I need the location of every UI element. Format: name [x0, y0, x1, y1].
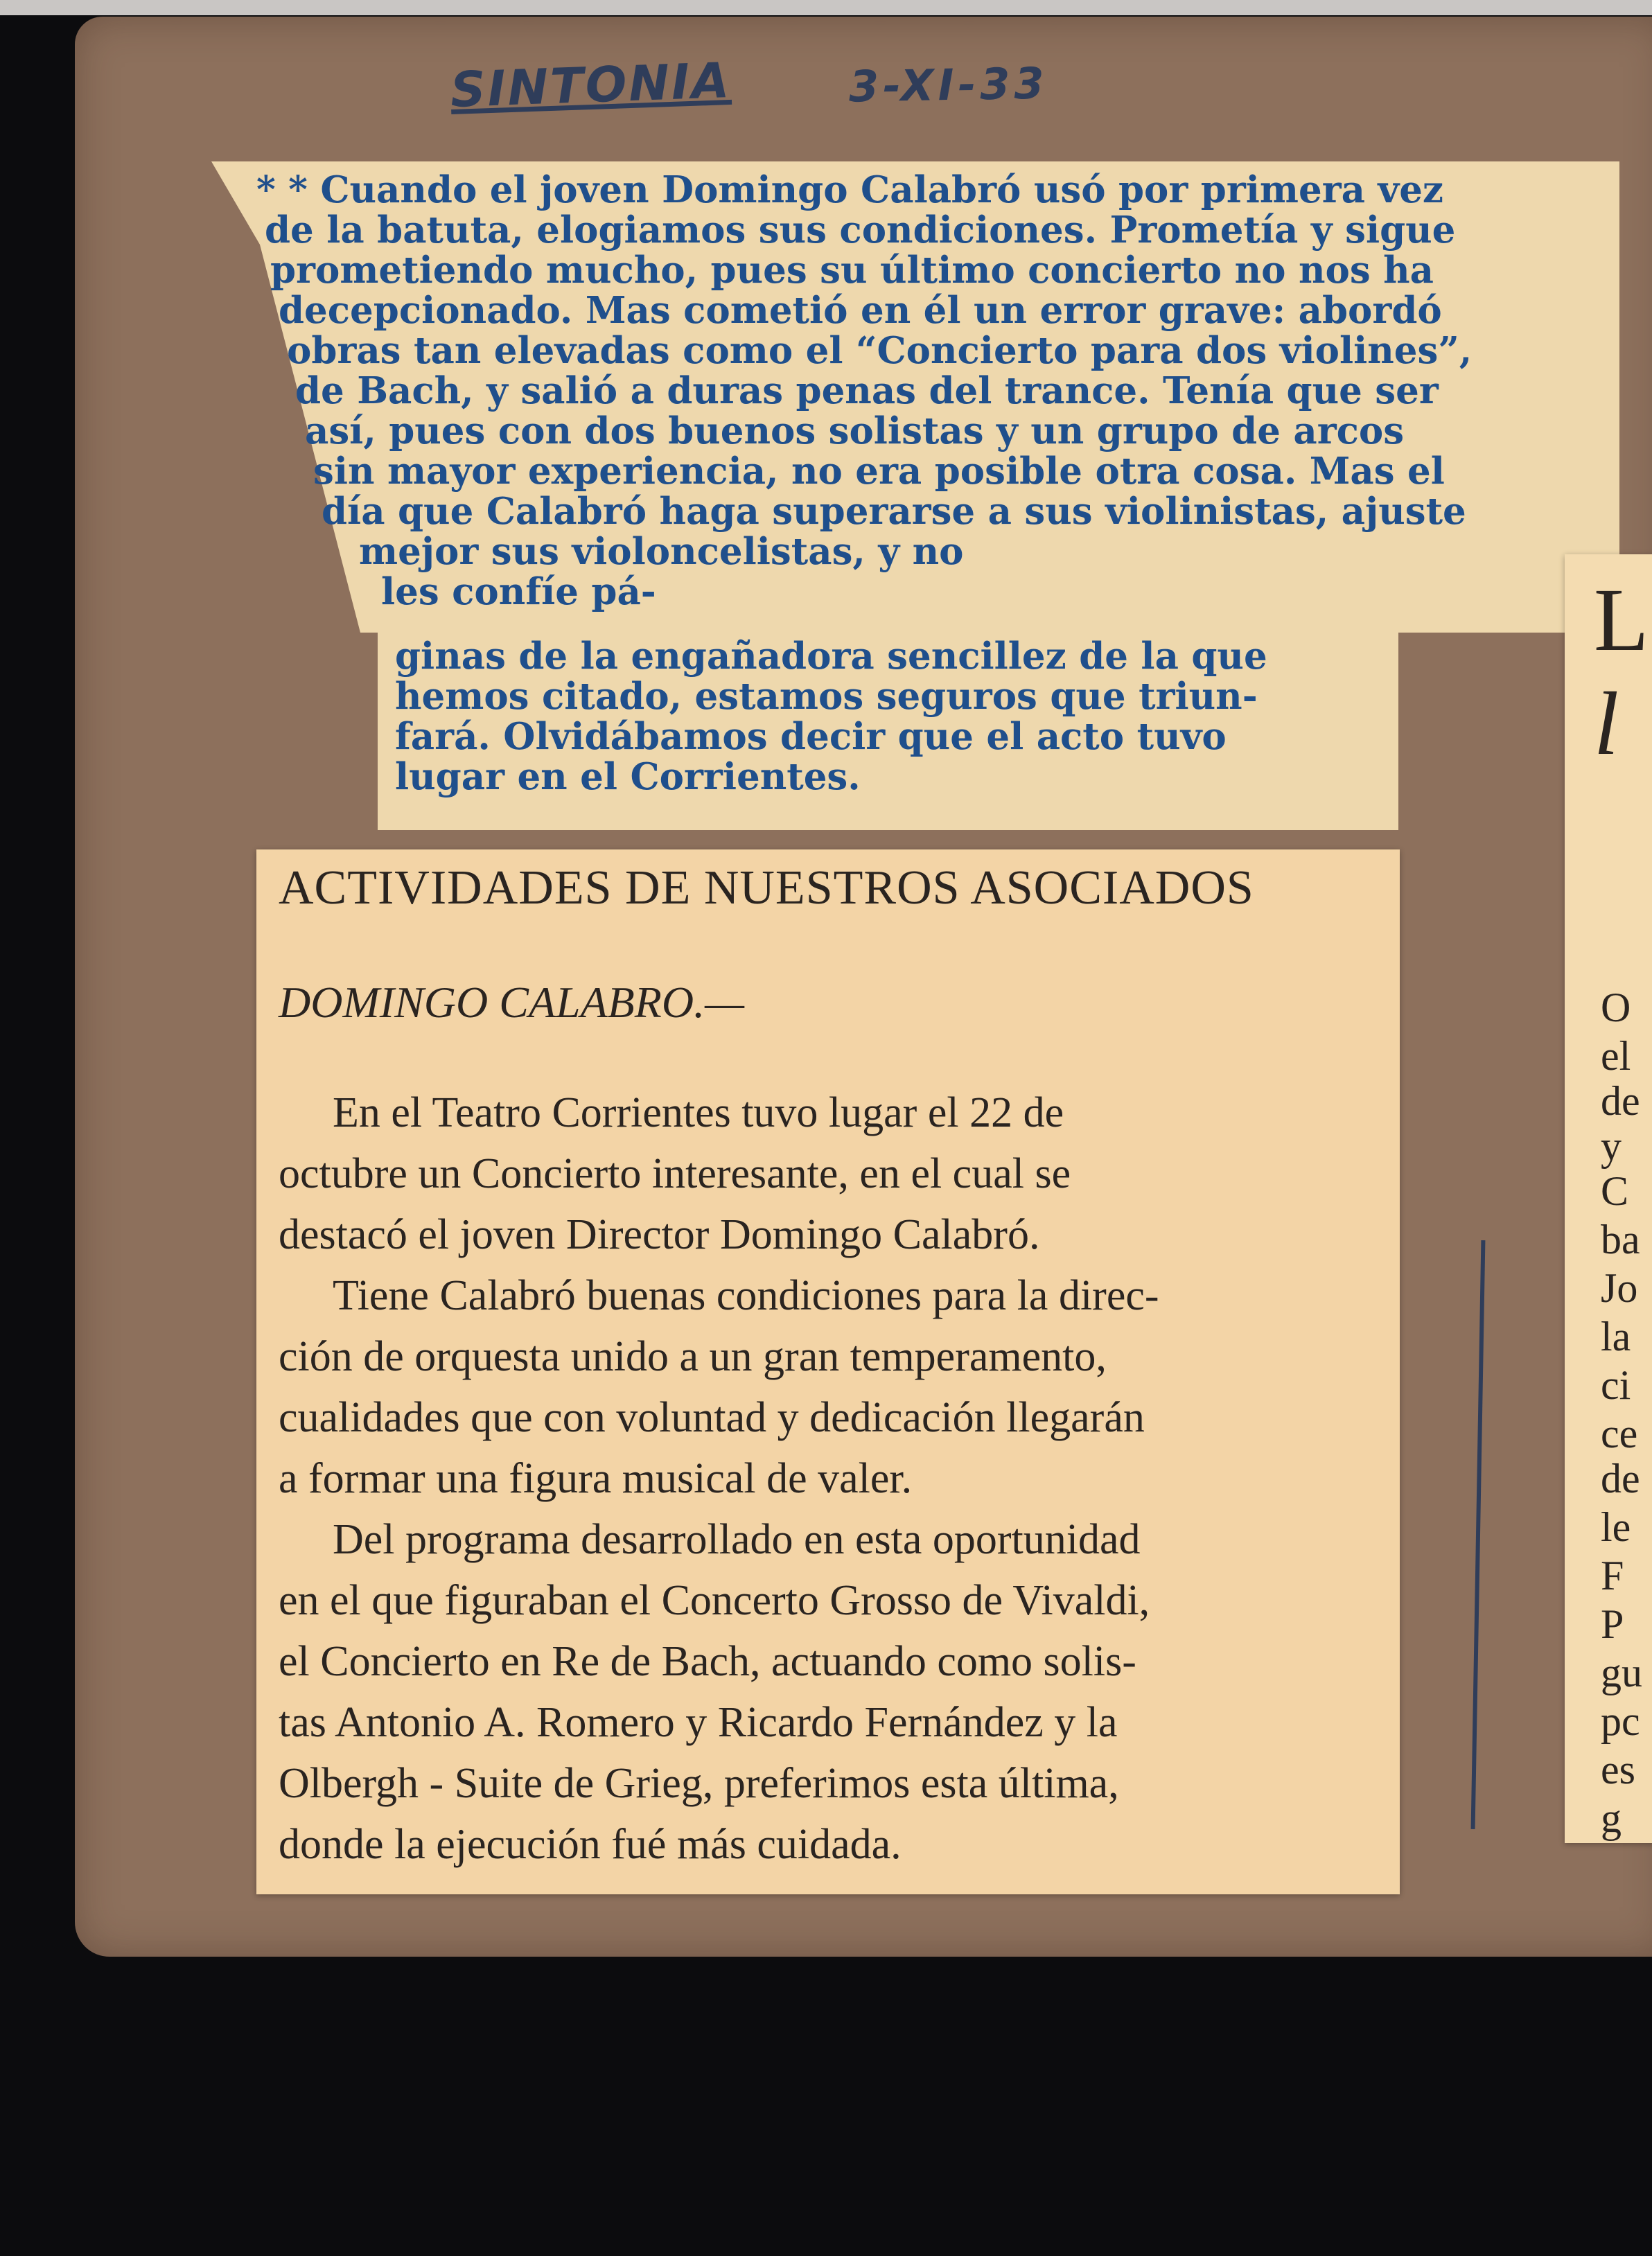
partial-fragment: ce	[1601, 1411, 1638, 1456]
news-line: obras tan elevadas como el “Concierto para dos violines”,	[287, 329, 1473, 372]
news-line: de Bach, y salió a duras penas del trance. Tenía que ser	[295, 369, 1439, 412]
bulletin-clipping	[256, 849, 1400, 1894]
partial-fragment: C	[1601, 1168, 1629, 1214]
bulletin-subheading: DOMINGO CALABRO.—	[279, 978, 744, 1027]
bulletin-line: tas Antonio A. Romero y Ricardo Fernández y la	[279, 1699, 1118, 1746]
handwritten-source: SINTONIA	[449, 51, 732, 119]
news-continuation-text	[395, 636, 1267, 797]
news-line: de la batuta, elogiamos sus condiciones. Prometía y sigue	[265, 209, 1456, 252]
news-line: día que Calabró haga superarse a sus violinistas, ajuste	[322, 490, 1466, 533]
partial-fragment: de	[1601, 1456, 1640, 1501]
news-line: les confíe pá-	[381, 570, 656, 613]
partial-letter: L	[1594, 570, 1649, 670]
news-line: mejor sus violoncelistas, y no	[359, 530, 964, 573]
partial-letter: l	[1594, 674, 1619, 774]
bulletin-body	[279, 1082, 1387, 1875]
bulletin-line: ción de orquesta unido a un gran temperamento,	[279, 1333, 1107, 1380]
news-line: fará. Olvidábamos decir que el acto tuvo	[395, 715, 1227, 758]
news-line: decepcionado. Mas cometió en él un error grave: abordó	[279, 289, 1442, 332]
bulletin-line: Olbergh - Suite de Grieg, preferimos esta última,	[279, 1760, 1119, 1807]
news-line: ginas de la engañadora sencillez de la que	[395, 635, 1267, 678]
news-line: lugar en el Corrientes.	[395, 755, 861, 798]
bulletin-line: el Concierto en Re de Bach, actuando como solis-	[279, 1638, 1136, 1685]
handwritten-date: 3-XI-33	[848, 58, 1049, 112]
bulletin-line: en el que figuraban el Concerto Grosso de Vivaldi,	[279, 1577, 1150, 1624]
bulletin-heading: ACTIVIDADES DE NUESTROS ASOCIADOS	[279, 861, 1254, 915]
partial-fragment: pc	[1601, 1698, 1640, 1744]
partial-fragment: y	[1601, 1123, 1622, 1169]
bulletin-line: cualidades que con voluntad y dedicación llegarán	[279, 1394, 1145, 1441]
partial-fragment: Jo	[1601, 1265, 1638, 1311]
partial-fragment: le	[1601, 1504, 1631, 1550]
partial-fragment: ci	[1601, 1362, 1631, 1408]
bulletin-line: donde la ejecución fué más cuidada.	[279, 1821, 902, 1868]
partial-fragment: el	[1601, 1033, 1631, 1079]
partial-fragment: es	[1601, 1747, 1635, 1792]
bulletin-line: Tiene Calabró buenas condiciones para la direc-	[333, 1272, 1159, 1319]
news-line: así, pues con dos buenos solistas y un grupo de arcos	[305, 409, 1405, 452]
partial-clipping	[1565, 554, 1652, 1843]
partial-fragment: g	[1601, 1795, 1622, 1841]
partial-fragment: de	[1601, 1078, 1640, 1124]
scanner-edge	[0, 0, 1652, 15]
bulletin-line: a formar una figura musical de valer.	[279, 1455, 913, 1502]
bulletin-line: destacó el joven Director Domingo Calabró.	[279, 1211, 1040, 1258]
partial-fragment: F	[1601, 1553, 1624, 1598]
news-line: sin mayor experiencia, no era posible otra cosa. Mas el	[313, 450, 1445, 493]
news-clipping-text	[236, 170, 1472, 612]
partial-fragment: P	[1601, 1601, 1624, 1647]
partial-fragment: la	[1601, 1314, 1631, 1359]
partial-fragment: O	[1601, 985, 1631, 1030]
partial-fragment: gu	[1601, 1650, 1642, 1695]
news-line: hemos citado, estamos seguros que triun-	[395, 675, 1258, 718]
partial-fragment: ba	[1601, 1217, 1640, 1262]
bulletin-line: octubre un Concierto interesante, en el cual se	[279, 1150, 1071, 1197]
news-line: prometiendo mucho, pues su último concierto no nos ha	[270, 249, 1434, 292]
bulletin-line: En el Teatro Corrientes tuvo lugar el 22 de	[333, 1089, 1064, 1136]
news-line: * * Cuando el joven Domingo Calabró usó por primera vez	[256, 168, 1444, 211]
bulletin-line: Del programa desarrollado en esta oportunidad	[333, 1516, 1141, 1563]
